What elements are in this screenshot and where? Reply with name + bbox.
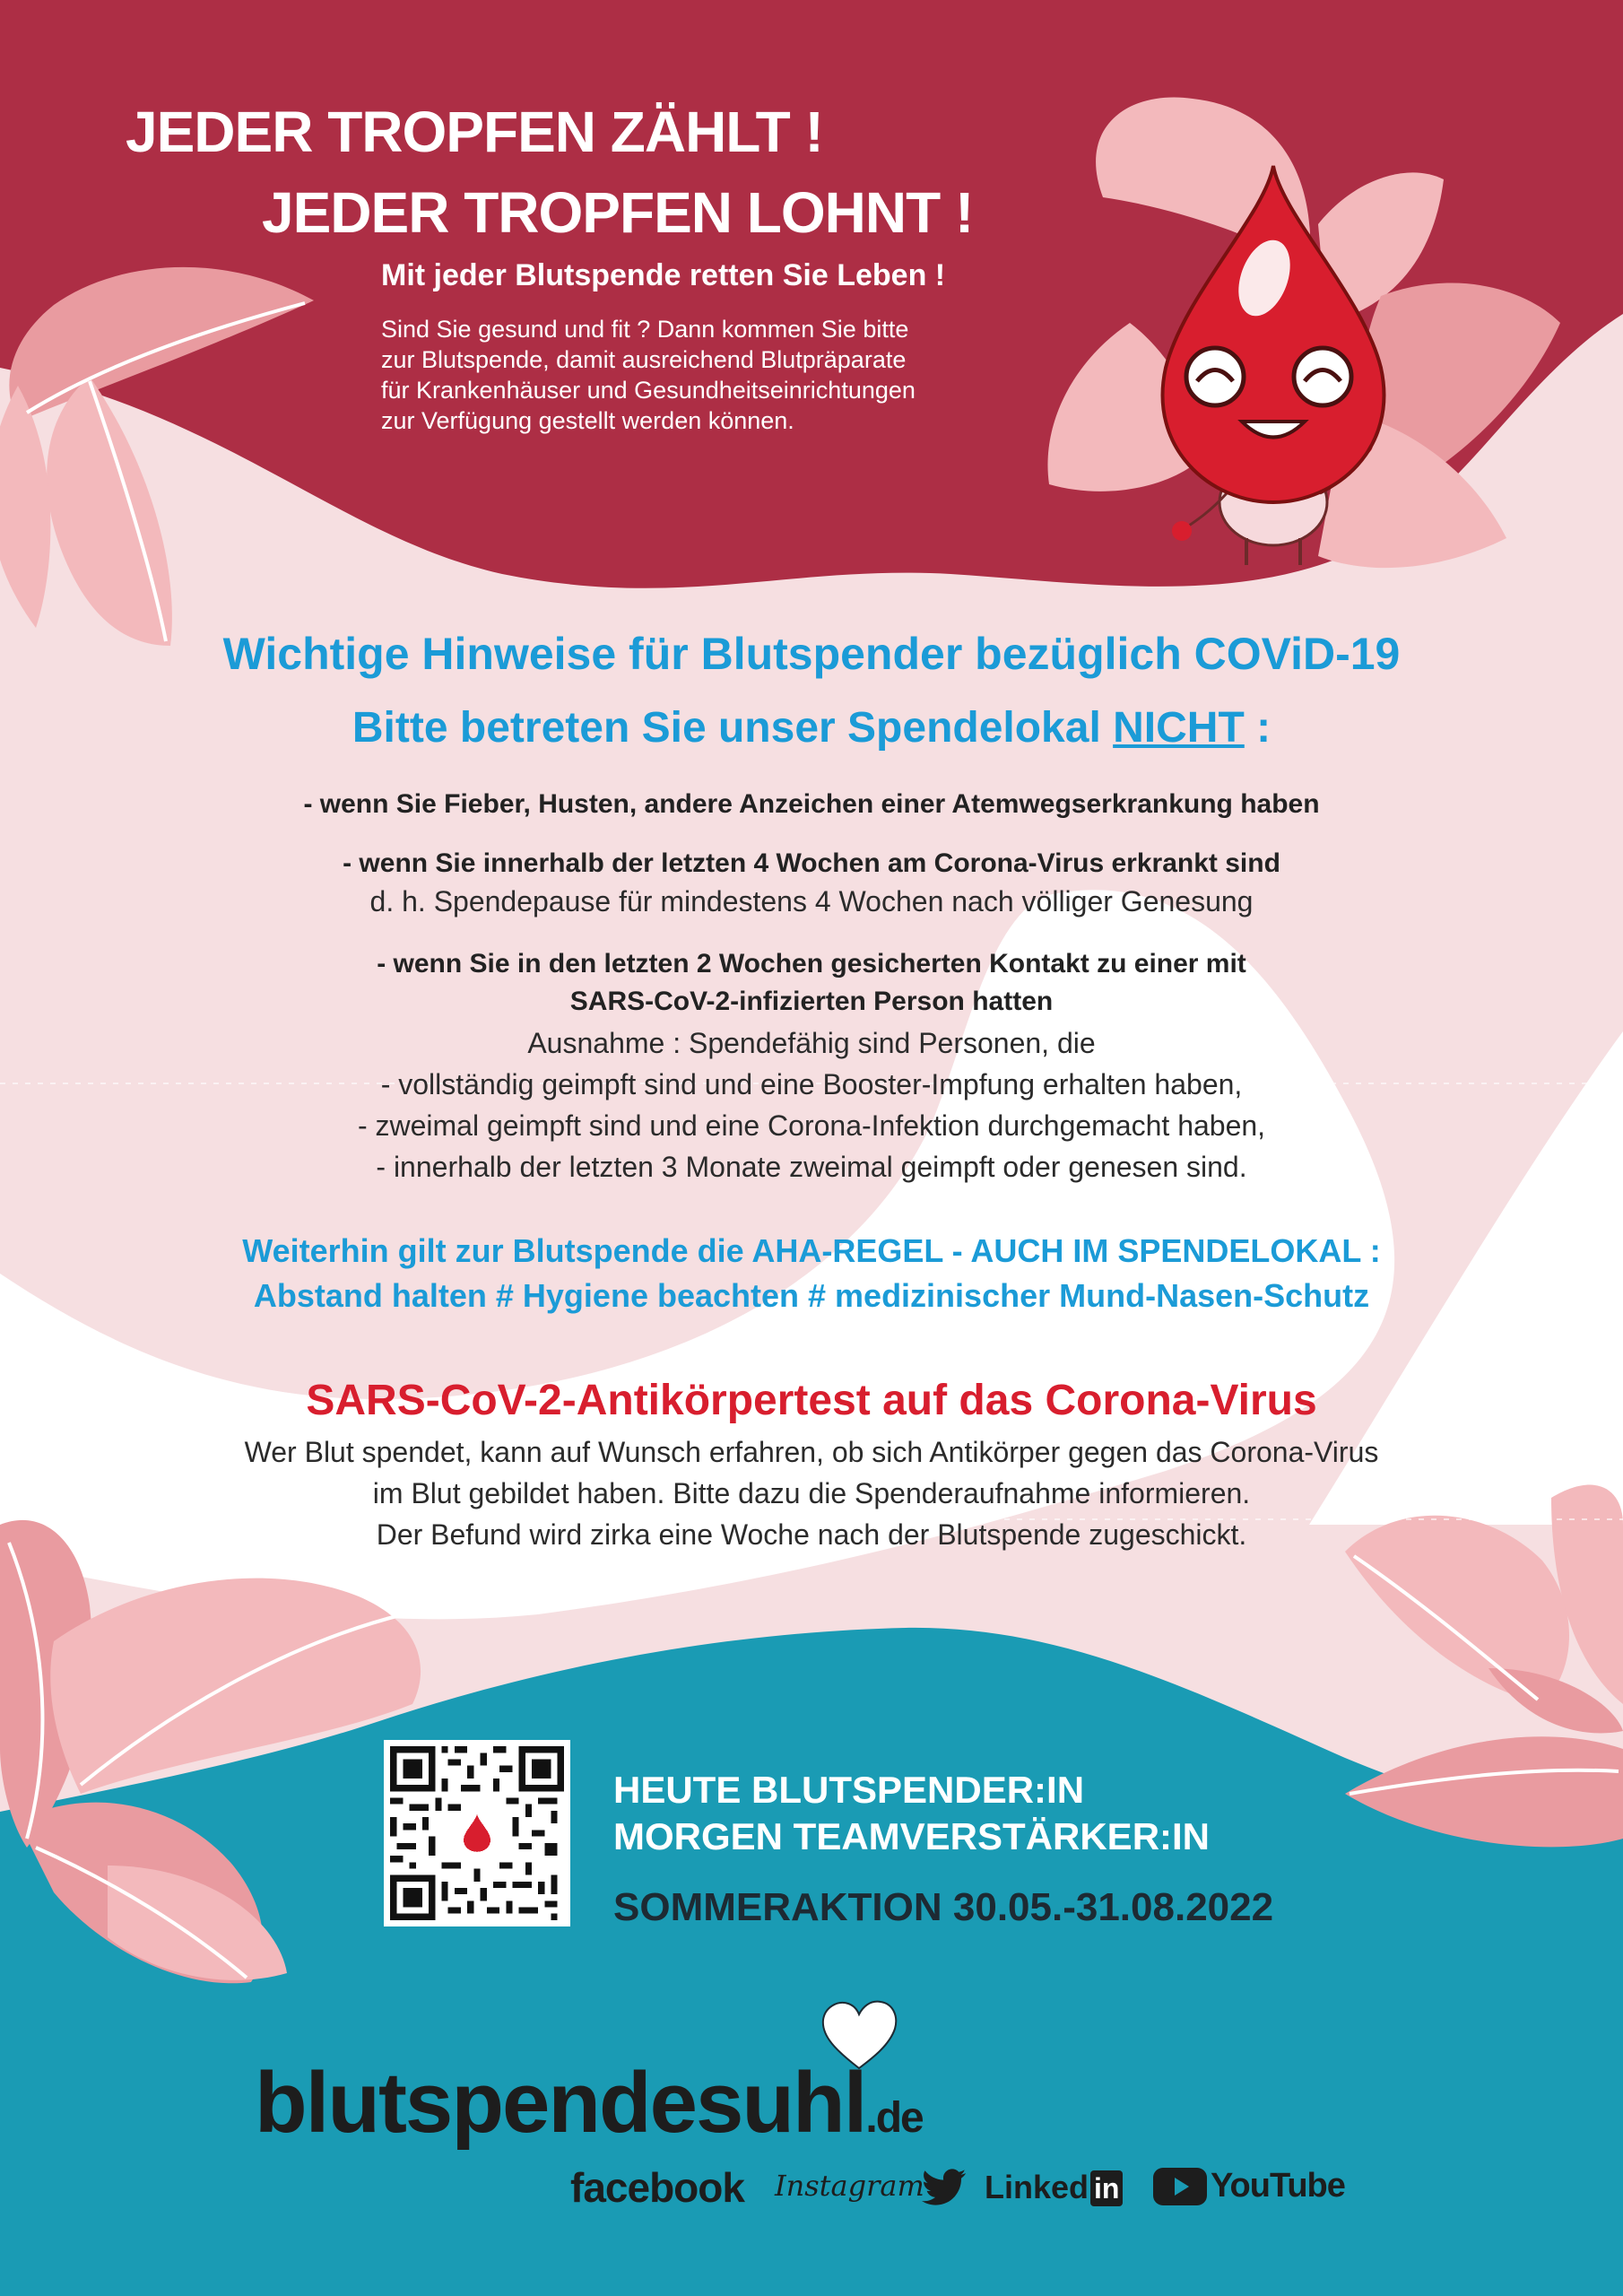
linkedin-link[interactable] <box>985 2169 1123 2210</box>
intro-line: Sind Sie gesund und fit ? Dann kommen Sie bitte <box>381 316 909 343</box>
facebook-link[interactable]: facebook <box>570 2164 744 2211</box>
promo-line-2: MORGEN TEAMVERSTÄRKER:IN <box>613 1815 1211 1857</box>
antibody-line: im Blut gebildet haben. Bitte dazu die Spenderaufnahme informieren. <box>372 1477 1251 1509</box>
youtube-word: YouTube <box>1211 2167 1345 2205</box>
linkedin-badge: in <box>1090 2170 1123 2206</box>
rule-2-note: d. h. Spendepause für mindestens 4 Wochen nach völliger Genesung <box>369 885 1254 918</box>
headline-2: JEDER TROPFEN LOHNT ! <box>262 180 974 245</box>
exception-item: - zweimal geimpft sind und eine Corona-Infektion durchgemacht haben, <box>357 1109 1266 1142</box>
antibody-line: Der Befund wird zirka eine Woche nach der Blutspende zugeschickt. <box>376 1518 1247 1551</box>
site-name: blutspendesuhl <box>255 2055 866 2151</box>
antibody-line: Wer Blut spendet, kann auf Wunsch erfahren, ob sich Antikörper gegen das Corona-Virus <box>244 1436 1379 1468</box>
website-link[interactable] <box>255 2054 923 2152</box>
campaign-dates: SOMMERAKTION 30.05.-31.08.2022 <box>613 1885 1274 1929</box>
youtube-link[interactable] <box>1153 2167 1345 2208</box>
headline-1: JEDER TROPFEN ZÄHLT ! <box>126 100 823 164</box>
intro-line: zur Verfügung gestellt werden können. <box>381 407 794 434</box>
rule-1: - wenn Sie Fieber, Husten, andere Anzeichen einer Atemwegserkrankung haben <box>303 789 1320 819</box>
linkedin-word: Linked <box>985 2169 1089 2205</box>
intro-text <box>381 314 1027 436</box>
rule-2: - wenn Sie innerhalb der letzten 4 Wochen am Corona-Virus erkrankt sind <box>343 848 1280 878</box>
aha-rule-line-2: Abstand halten # Hygiene beachten # medizinischer Mund-Nasen-Schutz <box>253 1277 1370 1314</box>
promo-line-1: HEUTE BLUTSPENDER:IN <box>613 1769 1085 1811</box>
twitter-bird-icon[interactable] <box>922 2169 967 2206</box>
rule-3-line-1: - wenn Sie in den letzten 2 Wochen gesicherten Kontakt zu einer mit <box>377 949 1246 978</box>
intro-line: zur Blutspende, damit ausreichend Blutpräparate <box>381 346 907 373</box>
exception-item: - innerhalb der letzten 3 Monate zweimal geimpft oder genesen sind. <box>376 1151 1247 1183</box>
aha-rule-line-1: Weiterhin gilt zur Blutspende die AHA-REGEL - AUCH IM SPENDELOKAL : <box>242 1232 1381 1269</box>
entry-warning <box>0 703 1623 752</box>
instagram-link[interactable]: Instagram <box>775 2169 924 2203</box>
warning-prefix: Bitte betreten Sie unser Spendelokal <box>352 704 1114 752</box>
youtube-play-icon <box>1153 2168 1207 2205</box>
exception-intro: Ausnahme : Spendefähig sind Personen, die <box>527 1027 1096 1059</box>
antibody-title: SARS-CoV-2-Antikörpertest auf das Corona-Virus <box>306 1377 1317 1424</box>
blood-drop-mascot <box>1130 161 1426 574</box>
covid-title: Wichtige Hinweise für Blutspender bezüglich COViD-19 <box>222 629 1401 679</box>
social-links <box>570 2156 1467 2219</box>
exception-item: - vollständig geimpft sind und eine Booster-Impfung erhalten haben, <box>380 1068 1243 1100</box>
site-tld: .de <box>865 2094 923 2142</box>
rule-3-line-2: SARS-CoV-2-infizierten Person hatten <box>569 987 1054 1016</box>
subline: Mit jeder Blutspende retten Sie Leben ! <box>381 258 946 292</box>
intro-line: für Krankenhäuser und Gesundheitseinrichtungen <box>381 377 916 404</box>
warning-suffix: : <box>1244 704 1271 752</box>
warning-emphasis: NICHT <box>1113 704 1245 752</box>
qr-code[interactable] <box>384 1740 570 1926</box>
